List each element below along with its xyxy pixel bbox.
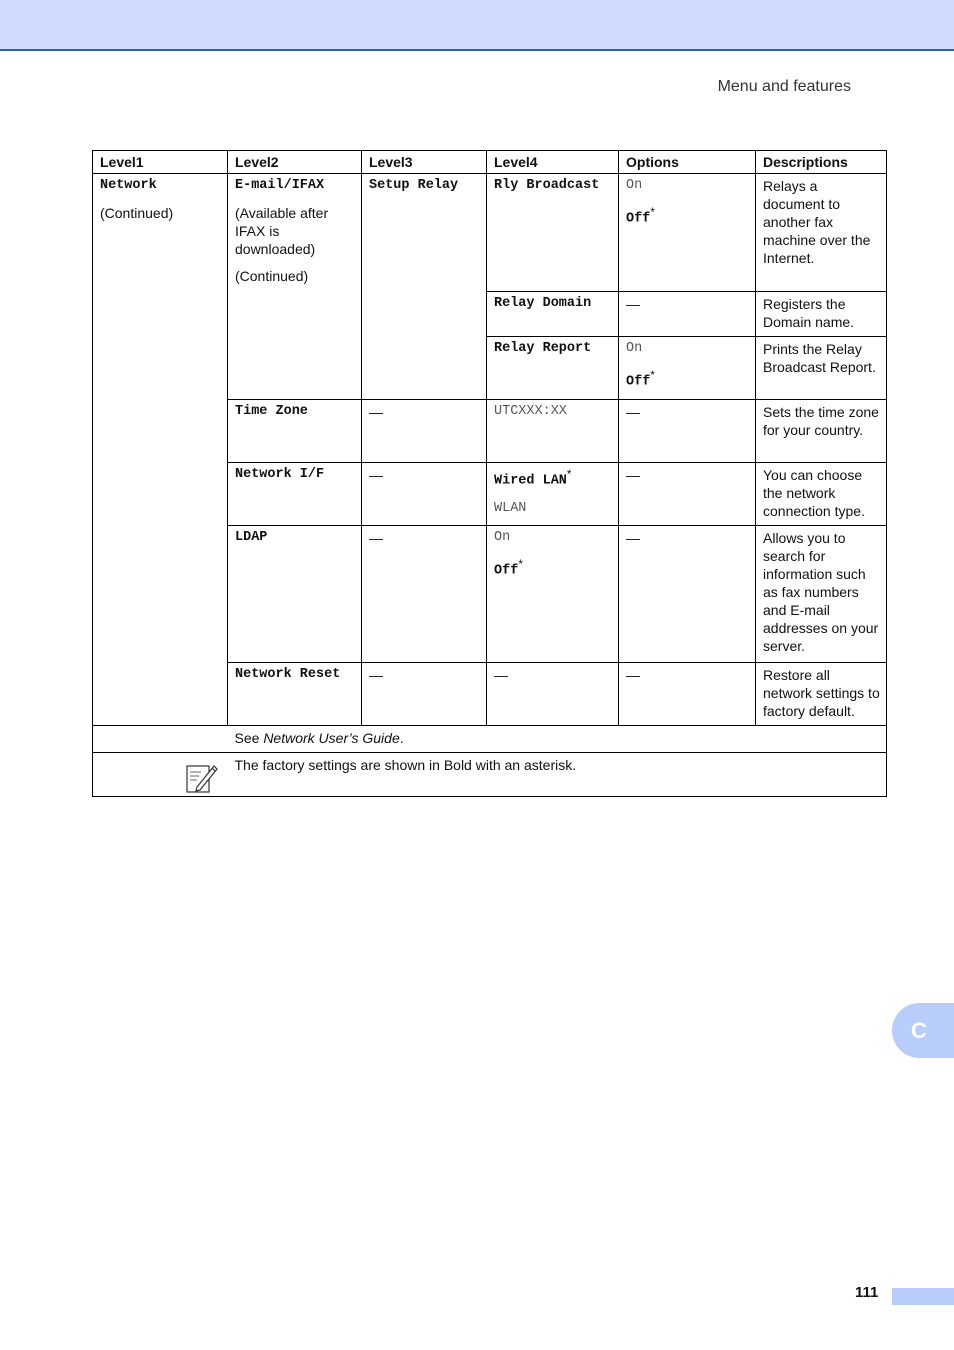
appendix-tab: C [892, 1003, 954, 1058]
level4-wlan: WLAN [494, 500, 527, 516]
level3-cell [362, 174, 487, 400]
option-off-default: Off [626, 211, 651, 227]
table-row [93, 174, 887, 292]
header-band [0, 0, 954, 51]
page-number-bar [892, 1288, 954, 1305]
level4-cell [487, 400, 619, 463]
level3-cell: — [362, 400, 487, 463]
factory-note-text: The factory settings are shown in Bold with an asterisk. [228, 753, 887, 797]
guide-title: Network User’s Guide [263, 730, 400, 746]
options-cell: — [619, 663, 756, 726]
level2-ldap: LDAP [235, 530, 268, 545]
level2-network-reset: Network Reset [235, 667, 341, 682]
description-cell: Restore all network settings to factory default. [756, 663, 887, 726]
asterisk: * [650, 369, 655, 382]
options-cell: — [619, 400, 756, 463]
level4-cell [487, 337, 619, 400]
level1-continued: (Continued) [100, 205, 174, 221]
options-cell: — [619, 292, 756, 337]
level4-wired-lan: Wired LAN [494, 473, 567, 489]
option-off-default: Off [626, 374, 651, 390]
asterisk: * [650, 206, 655, 219]
level2-network-if: Network I/F [235, 467, 325, 482]
col-header: Level3 [362, 151, 487, 174]
level2-cell [228, 174, 362, 400]
description-cell: Registers the Domain name. [756, 292, 887, 337]
level2-note: (Available after IFAX is downloaded) [235, 205, 329, 257]
description-cell: Relays a document to another fax machine over the Internet. [756, 174, 887, 292]
description-cell: You can choose the network connection type. [756, 463, 887, 526]
level2-cell [228, 663, 362, 726]
description-cell: Prints the Relay Broadcast Report. [756, 337, 887, 400]
level2-cell [228, 463, 362, 526]
level2-time-zone: Time Zone [235, 404, 308, 419]
col-header: Level2 [228, 151, 362, 174]
see-guide-text: See Network User’s Guide. [228, 726, 887, 753]
col-header: Level4 [487, 151, 619, 174]
level3-cell: — [362, 463, 487, 526]
level2-cell [228, 400, 362, 463]
level4-cell [487, 526, 619, 663]
level4-cell [487, 463, 619, 526]
description-cell: Sets the time zone for your country. [756, 400, 887, 463]
options-cell: — [619, 463, 756, 526]
level4-utc: UTCXXX:XX [494, 404, 567, 419]
col-header: Level1 [93, 151, 228, 174]
asterisk: * [566, 468, 572, 481]
level4-cell [487, 292, 619, 337]
table-header-row [93, 151, 887, 174]
level2-email-ifax: E-mail/IFAX [235, 178, 325, 193]
description-cell: Allows you to search for information such as fax numbers and E-mail addresses on your server. [756, 526, 887, 663]
level4-relay-domain: Relay Domain [494, 296, 592, 311]
see-guide-row [93, 726, 887, 753]
options-cell [619, 174, 756, 292]
level4-rly-broadcast: Rly Broadcast [494, 178, 600, 193]
options-cell: — [619, 526, 756, 663]
level4-on: On [494, 530, 511, 545]
page-number: 111 [855, 1284, 879, 1301]
running-title: Menu and features [717, 78, 851, 95]
level4-cell: — [487, 663, 619, 726]
options-cell [619, 337, 756, 400]
col-header: Options [619, 151, 756, 174]
col-header: Descriptions [756, 151, 887, 174]
level4-relay-report: Relay Report [494, 341, 592, 356]
level1-cell [93, 174, 228, 726]
level3-cell: — [362, 663, 487, 726]
level2-cell [228, 526, 362, 663]
option-on: On [626, 341, 643, 356]
pencil-note-icon [185, 761, 219, 795]
factory-note-row [93, 753, 887, 797]
level4-cell [487, 174, 619, 292]
asterisk: * [518, 558, 523, 571]
option-on: On [626, 178, 643, 193]
level1-network: Network [100, 178, 157, 193]
level4-off-default: Off [494, 563, 519, 579]
level3-setup-relay: Setup Relay [369, 178, 459, 193]
level2-continued: (Continued) [235, 268, 309, 284]
level3-cell: — [362, 526, 487, 663]
menu-table [92, 150, 887, 797]
